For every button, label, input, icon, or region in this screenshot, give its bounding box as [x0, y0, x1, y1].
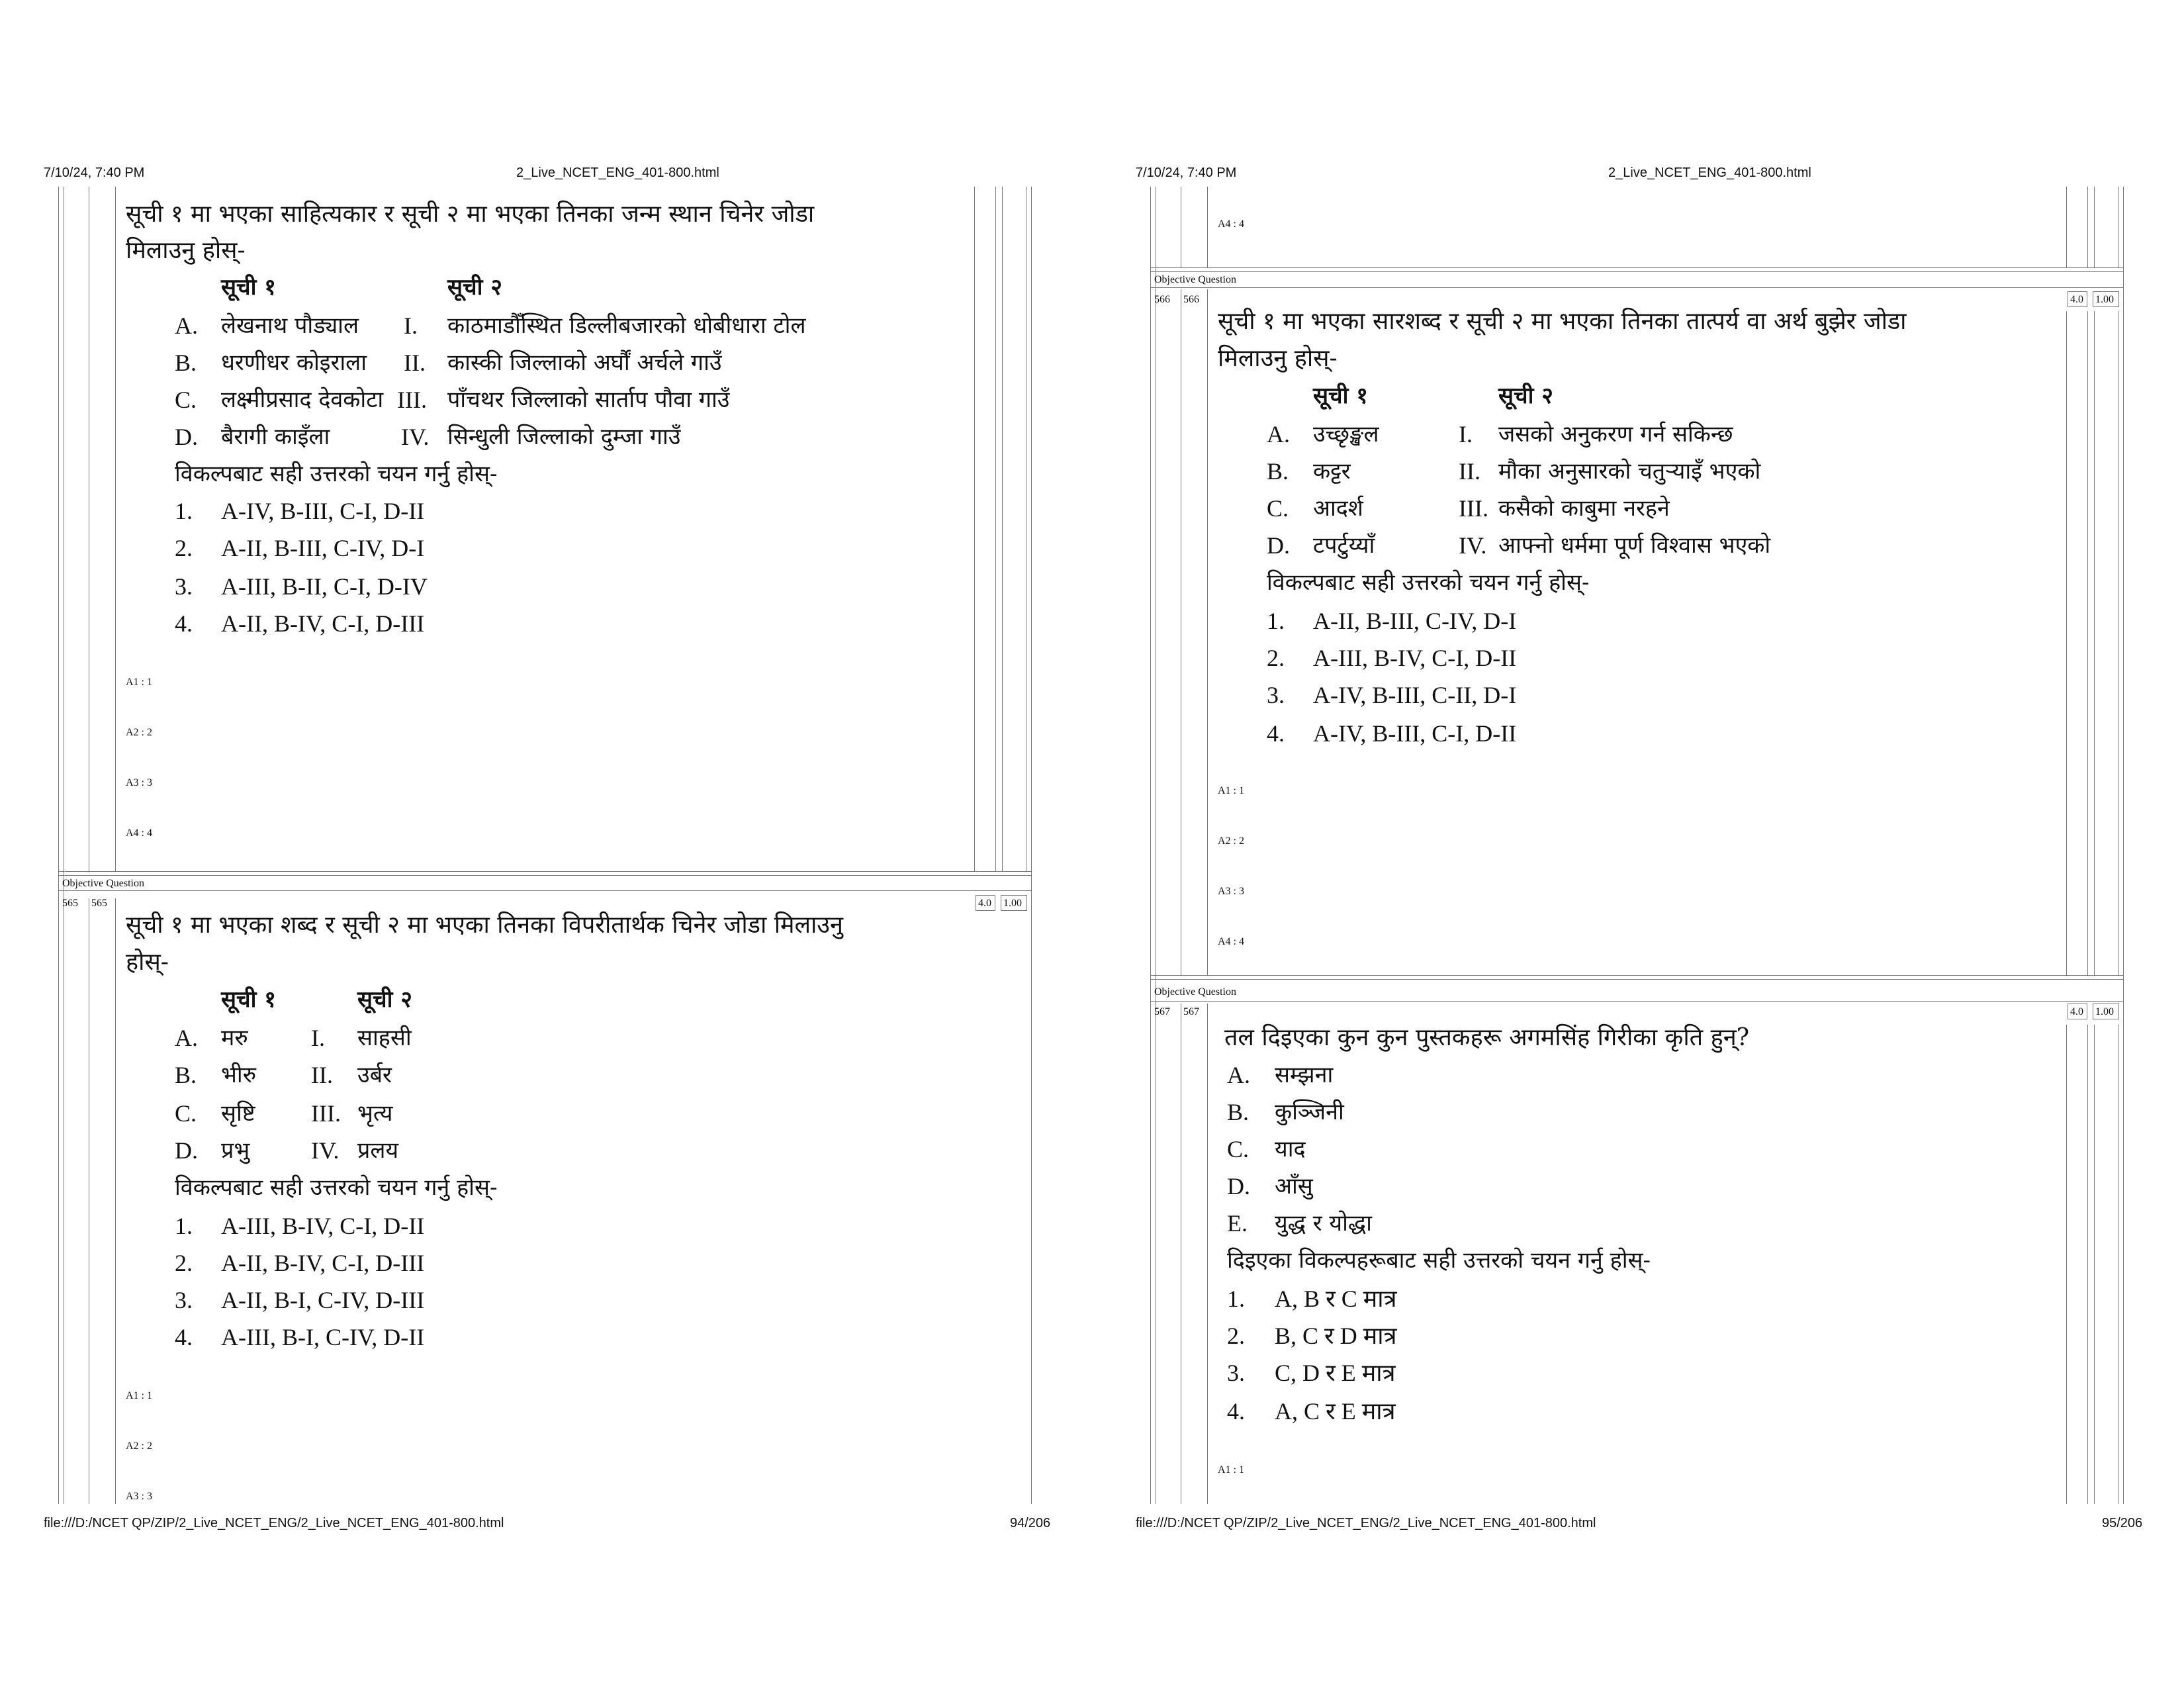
question-stem-line: सूची १ मा भएका सारशब्द र सूची २ मा भएका तिनका तात्पर्य वा अर्थ बुझेर जोडा — [1218, 308, 1907, 335]
section-label: Objective Question — [62, 878, 144, 889]
answer-key: A1 : 1 — [126, 677, 152, 688]
answer-key: A3 : 3 — [126, 1491, 152, 1502]
table-border — [1207, 1004, 1208, 1504]
row-divider — [58, 871, 1031, 872]
row-divider — [1150, 1001, 2123, 1002]
print-footer-page: 95/206 — [2102, 1516, 2143, 1530]
match-letter: B. — [1267, 458, 1289, 485]
match-item: सृष्टि — [221, 1100, 255, 1127]
row-divider — [1150, 271, 2123, 272]
option-number: 1. — [175, 1213, 193, 1239]
match-item: टपर्टुय्याँ — [1313, 532, 1375, 559]
marks-value: 4.0 — [978, 898, 991, 909]
answer-key: A4 : 4 — [1218, 936, 1244, 947]
question-stem: तल दिइएका कुन कुन पुस्तकहरू अगमसिंह गिरीका कृति हुन्? — [1224, 1024, 1750, 1051]
negative-marks-value: 1.00 — [1003, 898, 1022, 909]
match-roman: IV. — [401, 424, 430, 450]
question-stem-line: सूची १ मा भएका साहित्यकार र सूची २ मा भएका तिनका जन्म स्थान चिनेर जोडा — [126, 201, 815, 228]
row-divider — [58, 875, 1031, 876]
list-1-heading: सूची १ — [221, 274, 276, 301]
match-letter: D. — [175, 1137, 198, 1164]
question-id: 567 — [1183, 1006, 1199, 1017]
item-text: सम्झना — [1275, 1062, 1334, 1088]
table-border — [1031, 187, 1032, 1504]
table-border — [2066, 1025, 2067, 1504]
option-number: 3. — [175, 573, 193, 600]
match-roman: II. — [404, 350, 426, 376]
question-id: 565 — [62, 898, 78, 909]
section-label: Objective Question — [1154, 274, 1236, 285]
table-border — [2087, 311, 2088, 975]
list-1-heading: सूची १ — [1313, 383, 1368, 409]
match-answer: जसको अनुकरण गर्न सकिन्छ — [1498, 421, 1733, 447]
question-stem-line: होस्- — [126, 949, 169, 976]
question-instruction: दिइएका विकल्पहरूबाट सही उत्तरको चयन गर्नु होस्- — [1227, 1247, 1651, 1274]
match-letter: B. — [175, 350, 197, 376]
option-number: 3. — [1267, 682, 1285, 708]
option-text: A-III, B-IV, C-I, D-II — [221, 1213, 425, 1239]
option-text: C, D र E मात्र — [1275, 1360, 1396, 1386]
match-letter: C. — [1267, 495, 1289, 522]
match-item: धरणीधर कोइराला — [221, 350, 367, 376]
option-text: A-IV, B-III, C-II, D-I — [1313, 682, 1517, 708]
option-number: 3. — [1227, 1360, 1245, 1386]
answer-key: A4 : 4 — [126, 827, 152, 839]
print-page-95 — [1092, 0, 2184, 1688]
list-1-heading: सूची १ — [221, 986, 276, 1013]
option-text: A, B र C मात्र — [1275, 1286, 1397, 1312]
table-border — [115, 898, 116, 1504]
print-footer-page: 94/206 — [1010, 1516, 1051, 1530]
match-roman: III. — [311, 1100, 341, 1127]
table-border — [2066, 187, 2067, 267]
option-text: A-II, B-IV, C-I, D-III — [221, 1250, 425, 1276]
option-text: B, C र D मात्र — [1275, 1323, 1397, 1349]
match-item: बैरागी काइँला — [221, 424, 330, 450]
match-letter: B. — [175, 1062, 197, 1088]
item-letter: D. — [1227, 1173, 1250, 1199]
match-letter: C. — [175, 1100, 197, 1127]
option-number: 2. — [1267, 645, 1285, 671]
option-text: A-II, B-I, C-IV, D-III — [221, 1287, 425, 1313]
item-letter: B. — [1227, 1099, 1250, 1125]
match-letter: A. — [1267, 421, 1290, 447]
question-stem-line: मिलाउनु होस्- — [126, 237, 246, 264]
match-item: भीरु — [221, 1062, 257, 1088]
question-stem-line: मिलाउनु होस्- — [1218, 345, 1338, 372]
answer-key: A3 : 3 — [1218, 886, 1244, 897]
question-instruction: विकल्पबाट सही उत्तरको चयन गर्नु होस्- — [175, 461, 498, 487]
option-text: A, C र E मात्र — [1275, 1398, 1396, 1425]
item-text: आँसु — [1275, 1173, 1313, 1199]
match-item: मरु — [221, 1025, 248, 1051]
match-item: लेखनाथ पौड्याल — [221, 312, 359, 339]
table-border — [2087, 187, 2088, 267]
list-2-heading: सूची २ — [447, 274, 502, 301]
table-border — [2094, 311, 2095, 975]
answer-key: A2 : 2 — [126, 1440, 152, 1452]
question-instruction: विकल्पबाट सही उत्तरको चयन गर्नु होस्- — [175, 1174, 498, 1201]
item-letter: C. — [1227, 1136, 1250, 1162]
table-border — [995, 187, 996, 871]
section-label: Objective Question — [1154, 986, 1236, 998]
match-letter: D. — [175, 424, 198, 450]
match-letter: A. — [175, 1025, 198, 1051]
table-border — [58, 187, 59, 1504]
table-border — [2094, 187, 2095, 267]
negative-marks-value: 1.00 — [2095, 1006, 2114, 1017]
match-roman: I. — [311, 1025, 325, 1051]
table-border — [2123, 187, 2124, 1504]
match-answer: प्रलय — [357, 1137, 399, 1164]
table-border — [1002, 187, 1003, 871]
option-text: A-IV, B-III, C-I, D-II — [221, 498, 425, 524]
match-answer: साहसी — [357, 1025, 412, 1051]
option-number: 1. — [1227, 1286, 1245, 1312]
print-header-date: 7/10/24, 7:40 PM — [44, 165, 145, 180]
print-header-title: 2_Live_NCET_ENG_401-800.html — [516, 165, 719, 180]
option-number: 4. — [175, 1324, 193, 1350]
match-answer: भृत्य — [357, 1100, 393, 1127]
row-divider — [1150, 975, 2123, 976]
option-number: 4. — [1267, 720, 1285, 747]
match-item: आदर्श — [1313, 495, 1363, 522]
option-number: 2. — [1227, 1323, 1245, 1349]
question-id: 566 — [1154, 294, 1170, 305]
question-id: 566 — [1183, 294, 1199, 305]
match-letter: A. — [175, 312, 198, 339]
option-text: A-III, B-II, C-I, D-IV — [221, 573, 428, 600]
match-roman: II. — [1459, 458, 1480, 485]
marks-value: 4.0 — [2070, 294, 2083, 305]
answer-key: A3 : 3 — [126, 777, 152, 788]
question-id: 567 — [1154, 1006, 1170, 1017]
match-answer: पाँचथर जिल्लाको सार्ताप पौवा गाउँ — [447, 387, 730, 413]
match-letter: D. — [1267, 532, 1290, 559]
answer-key: A1 : 1 — [1218, 1464, 1244, 1476]
row-divider — [58, 890, 1031, 891]
match-answer: उर्बर — [357, 1062, 392, 1088]
match-item: उच्छृङ्खल — [1313, 421, 1379, 447]
match-roman: IV. — [1459, 532, 1487, 559]
print-footer-path: file:///D:/NCET QP/ZIP/2_Live_NCET_ENG/2_Live_NCET_ENG_401-800.html — [44, 1516, 504, 1530]
option-number: 2. — [175, 535, 193, 561]
table-border — [1150, 187, 1151, 1504]
option-number: 1. — [175, 498, 193, 524]
answer-key: A1 : 1 — [126, 1390, 152, 1401]
option-number: 2. — [175, 1250, 193, 1276]
table-border — [2087, 1025, 2088, 1504]
list-2-heading: सूची २ — [1498, 383, 1553, 409]
question-id: 565 — [91, 898, 107, 909]
item-text: युद्ध र योद्धा — [1275, 1210, 1372, 1237]
answer-key: A4 : 4 — [1218, 218, 1244, 230]
answer-key: A2 : 2 — [1218, 835, 1244, 847]
marks-value: 4.0 — [2070, 1006, 2083, 1017]
negative-marks-value: 1.00 — [2095, 294, 2114, 305]
item-letter: E. — [1227, 1210, 1248, 1237]
option-text: A-II, B-III, C-IV, D-I — [1313, 608, 1517, 634]
table-border — [974, 187, 975, 871]
item-text: कुञ्जिनी — [1275, 1099, 1344, 1125]
answer-key: A1 : 1 — [1218, 785, 1244, 796]
match-item: लक्ष्मीप्रसाद देवकोटा — [221, 387, 384, 413]
question-stem-line: सूची १ मा भएका शब्द र सूची २ मा भएका तिनका विपरीतार्थक चिनेर जोडा मिलाउनु — [126, 912, 844, 939]
option-text: A-III, B-I, C-IV, D-II — [221, 1324, 425, 1350]
answer-key: A2 : 2 — [126, 727, 152, 738]
match-roman: II. — [311, 1062, 333, 1088]
match-answer: आफ्नो धर्ममा पूर्ण विश्वास भएको — [1498, 532, 1771, 559]
match-answer: सिन्धुली जिल्लाको दुम्जा गाउँ — [447, 424, 681, 450]
match-answer: कसैको काबुमा नरहने — [1498, 495, 1670, 522]
match-roman: I. — [404, 312, 418, 339]
match-roman: III. — [1459, 495, 1488, 522]
match-item: प्रभु — [221, 1137, 250, 1164]
item-letter: A. — [1227, 1062, 1250, 1088]
option-text: A-II, B-III, C-IV, D-I — [221, 535, 425, 561]
row-divider — [1150, 287, 2123, 288]
row-divider — [1150, 267, 2123, 268]
option-number: 4. — [175, 610, 193, 637]
question-instruction: विकल्पबाट सही उत्तरको चयन गर्नु होस्- — [1267, 569, 1590, 596]
table-border — [2094, 1025, 2095, 1504]
row-divider — [1150, 979, 2123, 980]
match-letter: C. — [175, 387, 197, 413]
table-border — [1207, 187, 1208, 267]
match-answer: काठमाडौँस्थित डिल्लीबजारको धोबीधारा टोल — [447, 312, 806, 339]
match-roman: I. — [1459, 421, 1473, 447]
print-header-title: 2_Live_NCET_ENG_401-800.html — [1608, 165, 1811, 180]
match-answer: कास्की जिल्लाको अर्घौं अर्चले गाउँ — [447, 350, 722, 376]
item-text: याद — [1275, 1136, 1306, 1162]
option-text: A-II, B-IV, C-I, D-III — [221, 610, 425, 637]
match-roman: III. — [397, 387, 427, 413]
list-2-heading: सूची २ — [357, 986, 412, 1013]
table-border — [2066, 311, 2067, 975]
option-number: 3. — [175, 1287, 193, 1313]
match-item: कट्टर — [1313, 458, 1351, 485]
print-footer-path: file:///D:/NCET QP/ZIP/2_Live_NCET_ENG/2_Live_NCET_ENG_401-800.html — [1136, 1516, 1596, 1530]
option-text: A-III, B-IV, C-I, D-II — [1313, 645, 1517, 671]
match-roman: IV. — [311, 1137, 340, 1164]
table-border — [115, 187, 116, 871]
option-number: 4. — [1227, 1398, 1245, 1425]
match-answer: मौका अनुसारको चतुऱ्याइँ भएको — [1498, 458, 1761, 485]
option-text: A-IV, B-III, C-I, D-II — [1313, 720, 1517, 747]
print-header-date: 7/10/24, 7:40 PM — [1136, 165, 1237, 180]
option-number: 1. — [1267, 608, 1285, 634]
table-border — [1207, 289, 1208, 975]
